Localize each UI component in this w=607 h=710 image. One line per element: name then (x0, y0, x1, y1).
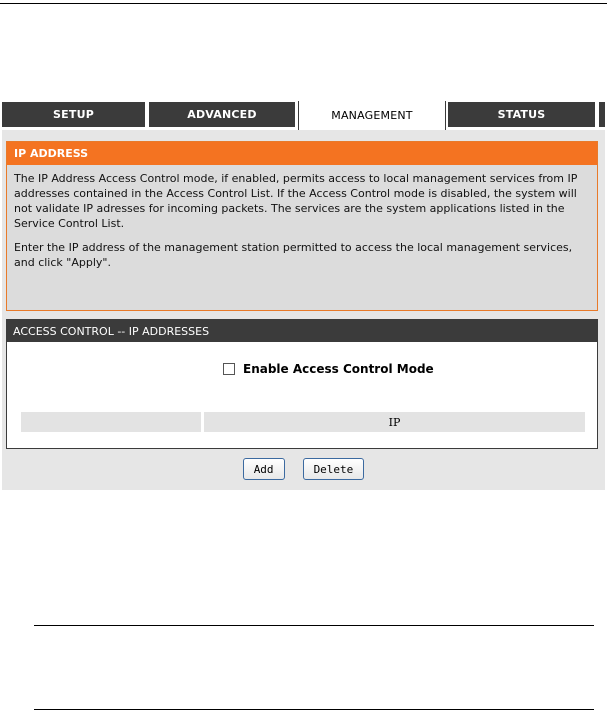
description-paragraph-2: Enter the IP address of the management station permitted to access the local management services, and click "Apply". (14, 241, 573, 269)
ip-address-header: IP ADDRESS (7, 142, 597, 165)
table-header-ip: IP (204, 412, 585, 432)
enable-access-control-checkbox[interactable] (223, 363, 235, 375)
enable-access-control-row[interactable] (223, 362, 434, 376)
tab-status[interactable]: STATUS (448, 102, 595, 127)
access-control-header: ACCESS CONTROL -- IP ADDRESSES (7, 320, 597, 342)
ip-address-description (7, 165, 597, 270)
tab-setup[interactable]: SETUP (2, 102, 145, 127)
action-buttons (2, 458, 605, 480)
tab-advanced[interactable]: ADVANCED (149, 102, 295, 127)
add-button[interactable]: Add (243, 458, 285, 480)
tab-bar-end (599, 102, 605, 127)
router-ui-frame (2, 101, 605, 490)
delete-button[interactable]: Delete (303, 458, 365, 480)
page-divider-1 (34, 625, 594, 626)
description-paragraph-1: The IP Address Access Control mode, if enabled, permits access to local management services from IP addresses contained in the Access Control List. If the Access Control mode is disabled, the system will not validate IP adresses for incoming packets. The services are the system applications listed in the Service Control List. (14, 172, 578, 230)
tab-bar (2, 101, 605, 130)
table-header-select (21, 412, 201, 432)
enable-access-control-label: Enable Access Control Mode (243, 362, 434, 376)
ip-address-panel (6, 141, 598, 311)
page-top-rule (0, 3, 607, 4)
ip-address-table (21, 412, 585, 432)
tab-management[interactable]: MANAGEMENT (298, 101, 446, 130)
access-control-panel (6, 319, 598, 449)
